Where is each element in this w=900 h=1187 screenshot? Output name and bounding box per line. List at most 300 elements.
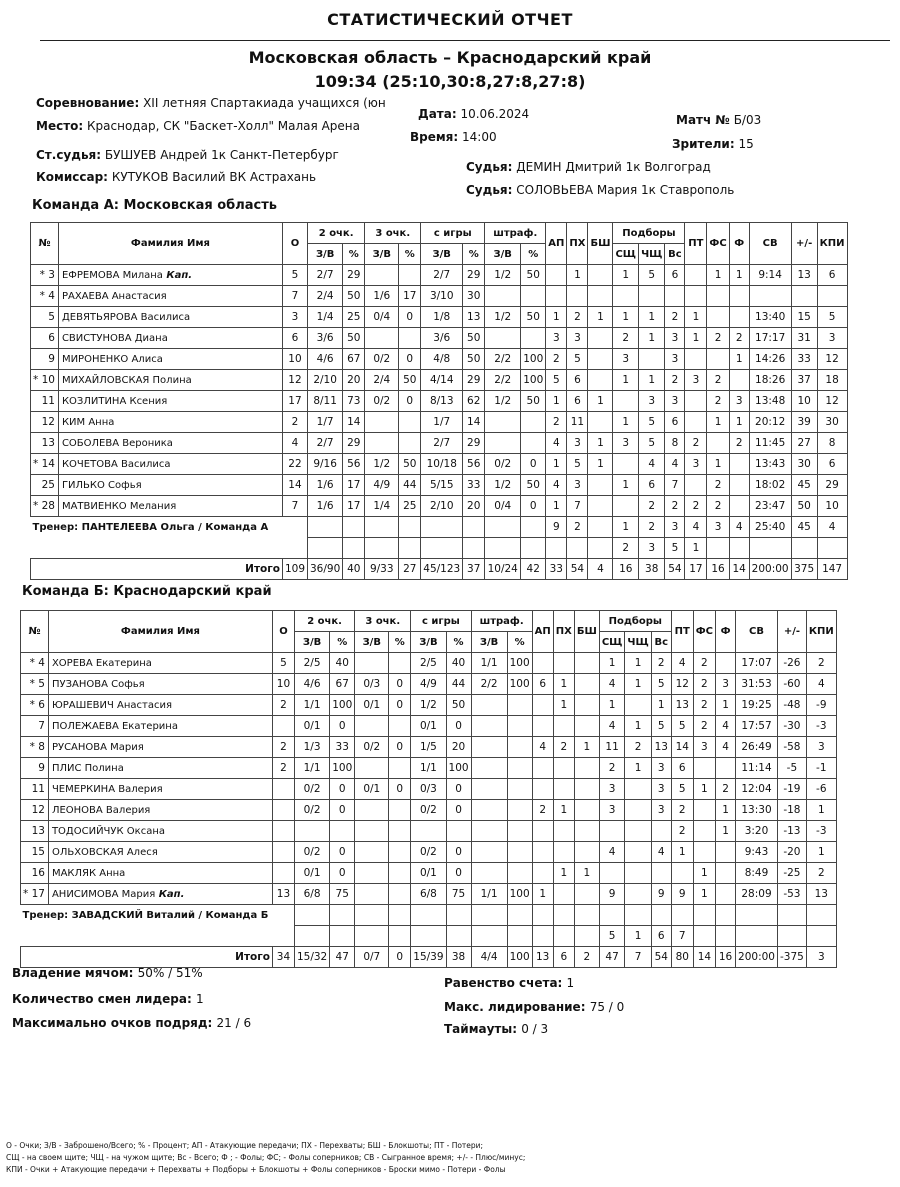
stat-cell: 1/2 [411,695,446,716]
stat-cell: 33 [791,349,817,370]
col-header-time: СВ [749,223,791,265]
stat-cell [399,433,421,454]
total-cell: 54 [567,559,588,580]
stat-cell [389,905,411,926]
stat-cell: -30 [777,716,806,737]
player-name [48,695,272,716]
stat-cell: 39 [791,412,817,433]
stat-cell: 2/10 [308,370,343,391]
stat-cell: 3 [665,517,685,538]
stat-cell [365,517,399,538]
stat-cell [485,328,521,349]
stat-cell: 50 [521,475,546,496]
stat-cell: 3 [613,433,639,454]
referee2-line: Судья: СОЛОВЬЕВА Мария 1к Ставрополь [466,183,735,197]
stat-cell: 17:57 [736,716,778,737]
stat-cell: 37 [791,370,817,391]
stat-cell: 6 [567,391,588,412]
stat-cell: 1/7 [308,412,343,433]
stat-cell: 8/11 [308,391,343,412]
player-name-text: ДЕВЯТЬЯРОВА Василиса [61,311,191,323]
col-subheader-pct: % [399,244,421,265]
captain-mark: Кап. [155,888,185,900]
stat-cell [294,905,329,926]
total-cell: 10/24 [485,559,521,580]
player-number: 9 [21,758,49,779]
stat-cell: 1 [574,737,599,758]
stat-cell: 1 [613,517,639,538]
player-name [48,737,272,758]
stat-cell [399,517,421,538]
stat-cell: 4/9 [411,674,446,695]
stat-cell [553,905,574,926]
stat-cell: 2 [599,758,625,779]
stat-cell: 2 [272,695,294,716]
ties-line: Равенство счета: 1 [444,976,575,990]
stat-cell: 100 [446,758,471,779]
stat-cell [546,286,567,307]
legend-line-1: О - Очки; З/В - Заброшено/Всего; % - Процент; АП - Атакующие передачи; ПХ - Перехваты; БШ - Блокшоты; ПТ - Потери; [6,1141,484,1150]
player-name-text: СОБОЛЕВА Вероника [61,437,173,449]
stat-cell: 7 [282,286,307,307]
stat-cell: 0 [399,391,421,412]
player-number: * 4 [31,286,59,307]
stat-cell: 3/10 [421,286,463,307]
stat-cell: 0 [446,800,471,821]
player-number: 11 [21,779,49,800]
stat-cell: 1 [546,391,567,412]
stat-cell [671,905,693,926]
stat-cell: 3 [651,758,671,779]
player-row [31,391,848,412]
stat-cell: 0/4 [485,496,521,517]
stat-cell: 5 [817,307,847,328]
stat-cell [485,412,521,433]
stat-cell: 2 [707,370,729,391]
stat-cell [693,842,715,863]
stat-cell: 3 [685,370,707,391]
stat-cell: 13 [463,307,485,328]
stat-cell: 3 [685,454,707,475]
player-number: 13 [21,821,49,842]
total-cell: 16 [613,559,639,580]
stat-cell: 0/2 [365,391,399,412]
stat-cell: 1 [729,412,749,433]
stat-cell [355,863,389,884]
stat-cell: 50 [521,391,546,412]
player-name [48,653,272,674]
stat-cell: 6/8 [411,884,446,905]
stat-cell [685,286,707,307]
team-row-label [31,538,308,559]
total-cell: 4 [588,559,613,580]
col-subheader-pct: % [389,632,411,653]
legend-line-3: КПИ - Очки + Атакующие передачи + Перехваты + Подборы + Блокшоты + Фолы соперников - Броски мимо - Потери - Фолы [6,1165,506,1174]
stat-cell: 13:30 [736,800,778,821]
stat-cell [507,800,532,821]
stat-cell: 0/3 [411,779,446,800]
stat-cell: 2 [671,821,693,842]
stat-cell [651,863,671,884]
stat-cell: 0/2 [411,800,446,821]
stat-cell: 50 [521,307,546,328]
col-header-free-throws: штраф. [485,223,546,244]
stat-cell [716,758,736,779]
stat-cell: 26:49 [736,737,778,758]
stat-cell: 31:53 [736,674,778,695]
player-row [31,454,848,475]
stat-cell [574,905,599,926]
player-row [21,737,837,758]
stat-cell: 1 [716,695,736,716]
stat-cell: 1 [693,863,715,884]
col-header-points: О [282,223,307,265]
stat-cell [599,905,625,926]
stat-cell: 1 [599,695,625,716]
team-row [21,926,837,947]
stat-cell: 100 [507,653,532,674]
stat-cell [817,538,847,559]
stat-cell [532,758,553,779]
stat-cell: 1/2 [485,307,521,328]
stat-cell [471,695,507,716]
stat-cell: 9:43 [736,842,778,863]
stat-cell: 1/2 [485,475,521,496]
stat-cell: 1 [639,370,665,391]
col-header-field-goals: с игры [421,223,485,244]
stat-cell: 1 [546,307,567,328]
stat-cell [272,716,294,737]
stat-cell: 2 [553,737,574,758]
player-name [48,800,272,821]
stat-cell [294,821,329,842]
col-header-name: Фамилия Имя [58,223,282,265]
stat-cell: 0/1 [411,716,446,737]
stat-cell: 0 [389,695,411,716]
player-name [48,674,272,695]
stat-cell: 6 [532,674,553,695]
player-number: 15 [21,842,49,863]
player-number: 12 [31,412,59,433]
stat-cell: 10 [272,674,294,695]
stat-cell [507,863,532,884]
stat-cell [716,842,736,863]
stat-cell: 2/2 [471,674,507,695]
stat-cell: 1 [639,307,665,328]
stat-cell [729,307,749,328]
stat-cell [355,758,389,779]
stat-cell: 13:43 [749,454,791,475]
stat-cell [574,674,599,695]
stat-cell [553,653,574,674]
stat-cell: -6 [806,779,836,800]
stat-cell: 0/1 [294,863,329,884]
stat-cell: 1/8 [421,307,463,328]
stat-cell: 2/5 [294,653,329,674]
player-name [58,307,282,328]
timeouts-line: Таймауты: 0 / 3 [444,1022,549,1036]
stat-cell: 10 [817,496,847,517]
stat-cell [574,926,599,947]
player-number: * 3 [31,265,59,286]
stat-cell [521,433,546,454]
team-stat-cell: 6 [651,926,671,947]
player-name [48,842,272,863]
stat-cell: 50 [791,496,817,517]
stat-cell: 2/5 [411,653,446,674]
stat-cell: 1/1 [411,758,446,779]
stat-cell: 1 [806,842,836,863]
stat-cell: 5 [651,674,671,695]
player-name-text: МАТВИЕНКО Мелания [61,500,177,512]
stat-cell: 4 [729,517,749,538]
stat-cell [574,758,599,779]
player-number: 9 [31,349,59,370]
col-subheader-pct: % [343,244,365,265]
player-number: 12 [21,800,49,821]
stat-cell: 2 [613,328,639,349]
player-row [31,349,848,370]
stat-cell: 4 [671,653,693,674]
stat-cell: 1 [599,653,625,674]
stat-cell [308,517,343,538]
total-cell: 42 [521,559,546,580]
stat-cell: 12 [282,370,307,391]
player-name [58,265,282,286]
stat-cell [588,496,613,517]
stat-cell: 3 [817,328,847,349]
stat-cell [671,863,693,884]
stat-cell: 0/4 [365,307,399,328]
title-divider [40,40,890,41]
possession-line: Владение мячом: 50% / 51% [12,966,203,980]
stat-cell [806,905,836,926]
stat-cell: 44 [399,475,421,496]
stat-cell: 3 [665,349,685,370]
player-number: 16 [21,863,49,884]
player-row [31,307,848,328]
stat-cell [685,475,707,496]
stat-cell [736,926,778,947]
stat-cell: 0/2 [294,800,329,821]
stat-cell: 30 [791,454,817,475]
stat-cell: 12 [817,349,847,370]
stat-cell [389,821,411,842]
stat-cell: 4/6 [308,349,343,370]
stat-cell [613,496,639,517]
col-subheader-made-att: З/В [355,632,389,653]
stat-cell [729,475,749,496]
stat-cell: 1 [613,412,639,433]
stat-cell: 4/14 [421,370,463,391]
stat-cell [588,370,613,391]
stat-cell [613,391,639,412]
stat-cell: 25 [343,307,365,328]
col-subheader-made-att: З/В [471,632,507,653]
stat-cell: 5 [639,265,665,286]
stat-cell [471,716,507,737]
player-name-text: КИМ Анна [61,416,115,428]
stat-cell: 1 [553,863,574,884]
stat-cell: 2 [665,307,685,328]
stat-cell [389,716,411,737]
total-cell: 54 [665,559,685,580]
team-row [31,538,848,559]
stat-cell: 4/9 [365,475,399,496]
stat-cell: 4 [665,454,685,475]
player-row [31,328,848,349]
team-stat-cell: 1 [685,538,707,559]
stat-cell [365,328,399,349]
stat-cell: -3 [806,821,836,842]
player-number: * 14 [31,454,59,475]
stat-cell [471,779,507,800]
stat-cell: 2 [716,779,736,800]
stat-cell: 9 [671,884,693,905]
stat-cell: 9 [599,884,625,905]
stat-cell: 2 [707,475,729,496]
stat-cell [685,391,707,412]
team-a-heading: Команда А: Московская область [32,198,278,213]
stat-cell: 29 [463,265,485,286]
stat-cell: 4 [532,737,553,758]
team-row-label [21,926,295,947]
stat-cell [567,286,588,307]
stat-cell: 1/6 [365,286,399,307]
col-header-fouls-drawn: ФС [707,223,729,265]
player-row [21,695,837,716]
player-row [31,286,848,307]
col-header-two-pt: 2 очк. [308,223,365,244]
stat-cell [716,653,736,674]
total-cell: 15/32 [294,947,329,968]
stat-cell [553,716,574,737]
stat-cell: 2/2 [485,370,521,391]
stat-cell [471,758,507,779]
stat-cell: 0/2 [485,454,521,475]
total-row [21,947,837,968]
stat-cell: 4 [806,674,836,695]
stat-cell [471,821,507,842]
player-row [21,884,837,905]
stat-cell [446,821,471,842]
stat-cell: 6 [639,475,665,496]
stat-cell [639,286,665,307]
stat-cell [613,286,639,307]
stat-cell: -9 [806,695,836,716]
stat-cell [574,800,599,821]
player-number: * 5 [21,674,49,695]
col-header-time: СВ [736,611,778,653]
stat-cell: 6 [665,265,685,286]
match-number-line: Матч № Б/03 [676,113,762,127]
stat-cell [613,454,639,475]
stat-cell [693,905,715,926]
stat-cell: 0 [446,779,471,800]
col-header-fouls-drawn: ФС [693,611,715,653]
stat-cell [355,653,389,674]
stat-cell [521,538,546,559]
stat-cell: 100 [507,674,532,695]
team-stat-cell: 7 [671,926,693,947]
stat-cell: 18 [817,370,847,391]
stat-cell [389,800,411,821]
stat-cell [272,779,294,800]
stat-cell: 14 [343,412,365,433]
player-row [21,779,837,800]
stat-cell [588,349,613,370]
stat-cell [355,905,389,926]
stat-cell [532,779,553,800]
stat-cell: 1 [671,842,693,863]
player-name [58,475,282,496]
stat-cell: -48 [777,695,806,716]
stat-cell: 3 [665,328,685,349]
stat-cell: 7 [567,496,588,517]
stat-cell: 2/4 [365,370,399,391]
stat-cell: 2 [567,307,588,328]
stat-cell: 22 [282,454,307,475]
stat-cell [729,286,749,307]
stat-cell: 100 [521,370,546,391]
stat-cell: 28:09 [736,884,778,905]
stat-cell [308,538,343,559]
stat-cell: -13 [777,821,806,842]
max-run-line: Максимально очков подряд: 21 / 6 [12,1016,252,1030]
commissioner-line: Комиссар: КУТУКОВ Василий ВК Астрахань [36,170,317,184]
stat-cell: 0 [330,800,355,821]
stat-cell [272,821,294,842]
stat-cell [463,517,485,538]
stat-cell: 12 [671,674,693,695]
stat-cell: 2 [639,496,665,517]
col-header-assists: АП [546,223,567,265]
player-row [21,800,837,821]
stat-cell [365,433,399,454]
total-cell: 54 [651,947,671,968]
stat-cell: -20 [777,842,806,863]
col-header-turnovers: ПТ [671,611,693,653]
stat-cell [625,884,651,905]
stat-cell: -58 [777,737,806,758]
stat-cell [272,800,294,821]
total-cell: 16 [716,947,736,968]
stat-cell [355,800,389,821]
stat-cell: 1 [553,800,574,821]
stat-cell: 4 [817,517,847,538]
stat-cell: 2/10 [421,496,463,517]
stat-cell: 0/1 [355,695,389,716]
stat-cell: 5/15 [421,475,463,496]
final-score: 109:34 (25:10,30:8,27:8,27:8) [314,72,586,91]
stat-cell: 1 [625,758,651,779]
stat-cell: 1/7 [421,412,463,433]
stat-cell: 1/2 [485,391,521,412]
stat-cell: -18 [777,800,806,821]
player-name [48,884,272,905]
player-name [48,716,272,737]
stat-cell: 100 [330,695,355,716]
stat-cell [532,716,553,737]
stat-cell [399,412,421,433]
stat-cell: 18:26 [749,370,791,391]
col-header-free-throws: штраф. [471,611,532,632]
stat-cell [471,905,507,926]
stat-cell [777,926,806,947]
stat-cell: 3 [599,800,625,821]
stat-cell [507,695,532,716]
stat-cell [355,884,389,905]
